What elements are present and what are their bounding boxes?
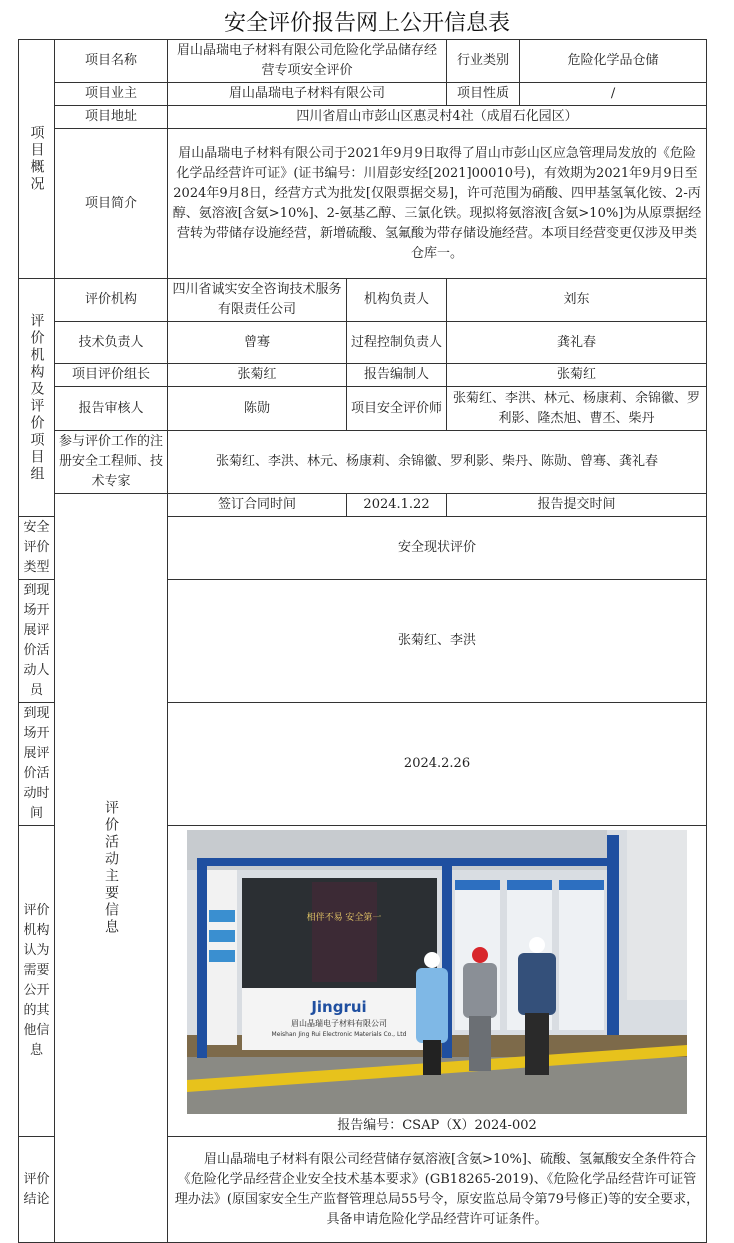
photo-wall-frame [197,858,617,866]
section-overview: 项目概况 [19,40,55,279]
photo-screen-image [312,882,377,982]
assessors-value: 张菊红、李洪、林元、杨康莉、余锦徽、罗利影、隆杰旭、曹丕、柴丹 [447,387,707,431]
time-value: 2024.2.26 [168,703,707,826]
photo-wall-left-pillar [197,858,207,1058]
org-label: 评价机构 [55,279,168,322]
project-name-label: 项目名称 [55,40,168,83]
photo-person-3-helmet [529,937,545,953]
type-value: 安全现状评价 [168,517,707,580]
leader-label: 项目评价组长 [55,364,168,387]
photo-board-1-header [455,880,500,890]
conclusion-value: 眉山晶瑞电子材料有限公司经营储存氨溶液[含氨>10%]、硫酸、氢氟酸安全条件符合《危险化学品经营企业安全技术基本要求》(GB18265-2019)、《危险化学品经营许可证管理办法》(原国家安全生产监督管理总局55号令，原安监总局令第79号修正)等的安全要求，具备申请危险化学品经营许可证条件。 [168,1137,707,1243]
owner-value: 眉山晶瑞电子材料有限公司 [168,83,447,106]
report-number: 报告编号：CSAP（X）2024-002 [337,1118,537,1133]
reviewer-value: 陈勋 [168,387,347,431]
staff-label: 到现场开展评价活动人员 [19,580,55,703]
photo-person-2-legs [469,1016,491,1071]
other-info-cell [168,826,707,1137]
photo-person-1-helmet [424,952,440,968]
industry-value: 危险化学品仓储 [520,40,707,83]
photo-left-panel-stripe-1 [209,910,235,922]
photo-brand: Jingrui [311,998,367,1016]
reviewer-label: 报告审核人 [55,387,168,431]
photo-person-2-helmet [472,947,488,963]
photo-person-3-coat [518,953,556,1015]
photo-right-building [627,830,687,1000]
engineers-value: 张菊红、李洪、林元、杨康莉、余锦徽、罗利影、柴丹、陈勋、曾骞、龚礼春 [168,431,707,494]
intro-value: 眉山晶瑞电子材料有限公司于2021年9月9日取得了眉山市彭山区应急管理局发放的《危险化学品经营许可证》(证书编号：川眉彭安经[2021]00010号)，有效期为2021年9月9日至2024年9月8日，经营方式为批发[仅限票据交易]，许可范围为硝酸、四甲基氢氧化铵、2-丙醇、氨溶液[含氨>10%]、2-氨基乙醇、三氯化铁。现拟将氨溶液[含氨>10%]为从原票据经营转为带储存设施经营，新增硫酸、氢氟酸为带存储设施经营。本项目经营变更仅涉及甲类仓库一。 [168,129,707,279]
photo-person-1-coat [416,968,448,1043]
section-activity: 评价活动主要信息 [55,494,168,1243]
tech-value: 曾骞 [168,322,347,364]
page-title: 安全评价报告网上公开信息表 [223,11,510,36]
photo-left-panel-stripe-2 [209,930,235,942]
engineers-label: 参与评价工作的注册安全工程师、技术专家 [55,431,168,494]
nature-label: 项目性质 [447,83,520,106]
contract-label: 签订合同时间 [168,494,347,517]
address-label: 项目地址 [55,106,168,129]
contract-date: 2024.1.22 [347,494,447,517]
intro-label: 项目简介 [55,129,168,279]
photo-board-2-header [507,880,552,890]
photo-company-en: Meishan Jing Rui Electronic Materials Co., Ltd [271,1031,407,1038]
photo-wall-right-pillar [607,835,619,1035]
other-label: 评价机构认为需要公开的其他信息 [19,826,55,1137]
owner-label: 项目业主 [55,83,168,106]
section-agency: 评价机构及评价项目组 [19,279,55,517]
conclusion-label: 评价结论 [19,1137,55,1243]
photo-board-3-header [559,880,604,890]
process-label: 过程控制负责人 [347,322,447,364]
assessors-label: 项目安全评价师 [347,387,447,431]
nature-value: / [520,83,707,106]
industry-label: 行业类别 [447,40,520,83]
address-value: 四川省眉山市彭山区惠灵村4社（成眉石化园区） [168,106,707,129]
info-table [18,39,707,1243]
tech-label: 技术负责人 [55,322,168,364]
time-label: 到现场开展评价活动时间 [19,703,55,826]
head-value: 刘东 [447,279,707,322]
head-label: 机构负责人 [347,279,447,322]
staff-value: 张菊红、李洪 [168,580,707,703]
photo-company-cn: 眉山晶瑞电子材料有限公司 [291,1019,387,1028]
photo-person-1-legs [423,1040,441,1075]
site-photo [187,830,687,1114]
submit-label: 报告提交时间 [447,494,707,517]
writer-value: 张菊红 [447,364,707,387]
photo-screen-text: 相伴不易 安全第一 [306,913,382,923]
type-label: 安全评价类型 [19,517,55,580]
photo-person-3-legs [525,1013,549,1075]
leader-value: 张菊红 [168,364,347,387]
process-value: 龚礼春 [447,322,707,364]
photo-left-panel-stripe-3 [209,950,235,962]
photo-person-2-coat [463,963,497,1018]
org-value: 四川省诚实安全咨询技术服务有限责任公司 [168,279,347,322]
project-name: 眉山晶瑞电子材料有限公司危险化学品储存经营专项安全评价 [168,40,447,83]
writer-label: 报告编制人 [347,364,447,387]
photo-board-3 [559,880,604,1030]
